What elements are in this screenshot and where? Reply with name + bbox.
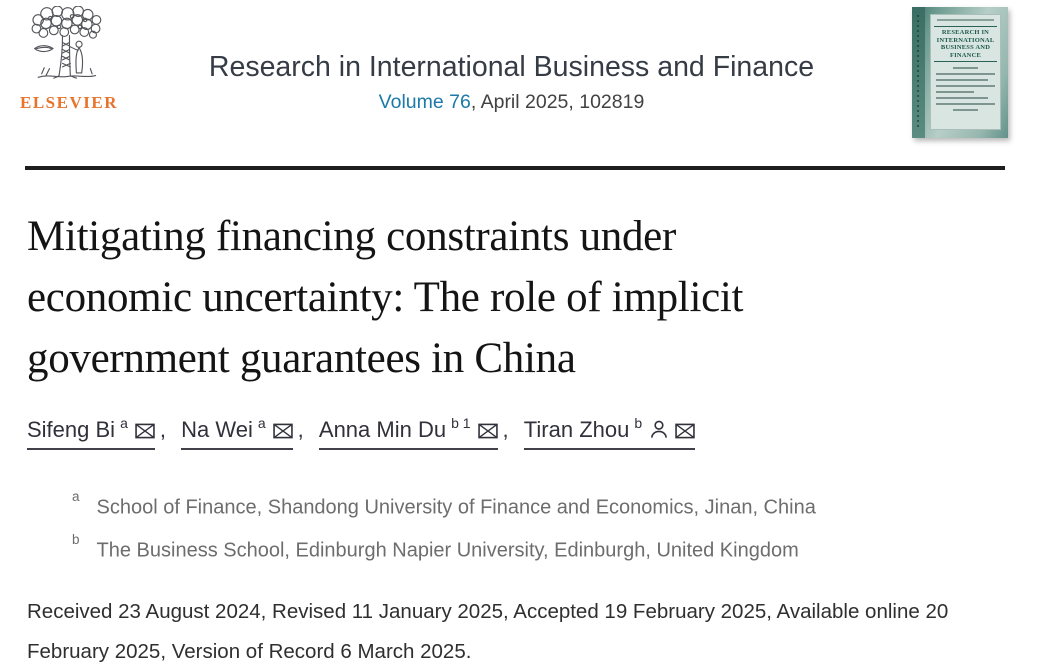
author-link-na-wei[interactable] (181, 415, 293, 450)
cover-contents-bar (936, 73, 995, 75)
cover-contents-bar (936, 103, 995, 105)
cover-contents-bar (936, 85, 995, 87)
cover-panel (930, 14, 1001, 130)
affiliation-row-b (72, 533, 1003, 563)
cover-title: RESEARCH IN INTERNATIONAL BUSINESS AND FINANCE (934, 26, 997, 62)
journal-cover-thumbnail[interactable] (912, 7, 1008, 138)
article-title-line: economic uncertainty: The role of implicit (27, 274, 744, 321)
affiliation-sup: a (72, 489, 80, 504)
journal-header (0, 0, 1043, 166)
author-name: Sifeng Bi (27, 417, 116, 442)
cover-contents-bar (936, 97, 988, 99)
author-link-anna-min-du[interactable] (318, 415, 498, 450)
journal-title-link[interactable]: Research in International Business and Finance (208, 51, 815, 83)
author-name: Anna Min Du (318, 417, 447, 442)
elsevier-tree-icon (23, 6, 109, 86)
author-name: Tiran Zhou (523, 417, 630, 442)
author-link-sifeng-bi[interactable] (27, 415, 155, 450)
elsevier-logo[interactable] (20, 6, 118, 113)
volume-link[interactable]: Volume 76 (378, 91, 471, 113)
cover-contents-bar (936, 91, 974, 93)
author-link-tiran-zhou[interactable] (523, 415, 695, 450)
cover-contents-bar (936, 79, 988, 81)
affiliation-row-a (72, 490, 1003, 520)
email-icon[interactable] (478, 423, 498, 439)
article-dates (27, 592, 1003, 667)
affiliation-text: The Business School, Edinburgh Napier University, Edinburgh, United Kingdom (96, 539, 799, 562)
author-separator: , (297, 417, 304, 442)
author-separator: , (502, 417, 509, 442)
author-separator: , (159, 417, 166, 442)
header-divider (25, 166, 1005, 170)
issue-info: , April 2025, 102819 (470, 91, 645, 113)
article-dates-line: February 2025, Version of Record 6 March 2025. (27, 640, 472, 664)
article-dates-line: Received 23 August 2024, Revised 11 January 2025, Accepted 19 February 2025, Available online 20 (27, 600, 949, 624)
article-front-matter (0, 206, 1043, 667)
cover-spine (912, 7, 925, 138)
author-affiliation-sup: b (634, 415, 643, 431)
elsevier-wordmark: ELSEVIER (20, 93, 118, 112)
email-icon[interactable] (135, 423, 155, 439)
email-icon[interactable] (675, 423, 695, 439)
author-list (27, 415, 1003, 450)
email-icon[interactable] (273, 423, 293, 439)
cover-contents-bar (953, 67, 977, 69)
article-title (27, 206, 1003, 389)
author-affiliation-sup: a (257, 415, 266, 431)
cover-spine-text (917, 15, 919, 130)
journal-masthead (140, 50, 883, 114)
affiliation-text: School of Finance, Shandong University of Finance and Economics, Jinan, China (96, 496, 816, 519)
affiliation-sup: b (72, 531, 80, 547)
cover-volume-line (937, 19, 994, 21)
article-title-line: government guarantees in China (27, 335, 576, 382)
cover-footer-bar (953, 109, 977, 111)
affiliation-list (72, 490, 1003, 562)
article-title-line: Mitigating financing constraints under (27, 213, 676, 260)
author-affiliation-sup: b 1 (451, 415, 471, 431)
author-affiliation-sup: a (120, 415, 128, 431)
volume-line (140, 91, 883, 114)
author-name: Na Wei (181, 417, 253, 442)
person-icon[interactable] (649, 420, 668, 439)
